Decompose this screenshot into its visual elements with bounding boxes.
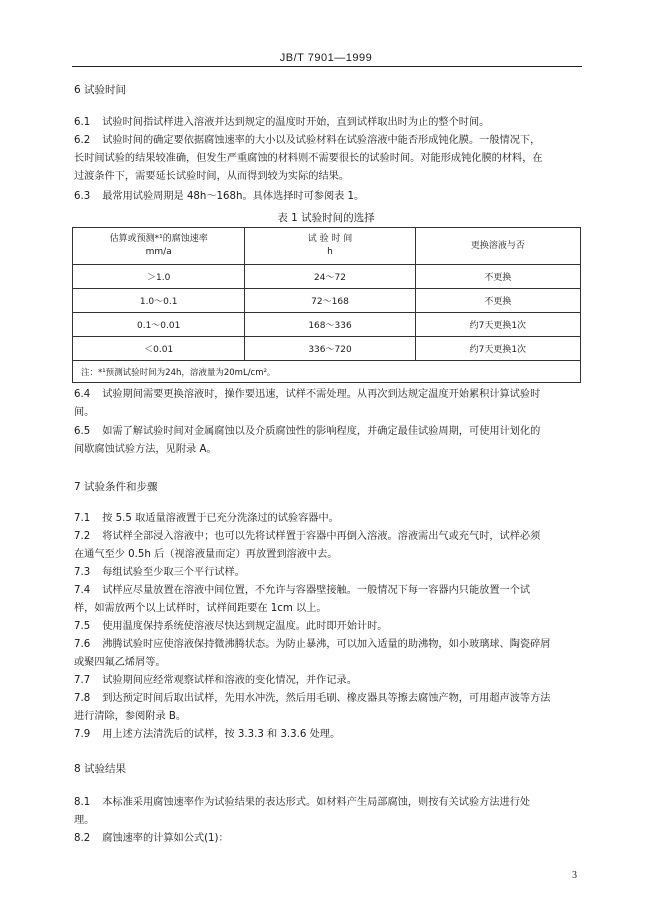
section-7-heading: 7 试验条件和步骤 <box>74 481 158 493</box>
clause-text: 试验时间指试样进入溶液并达到规定的温度时开始，直到试样取出时为止的整个时间。 <box>102 117 490 128</box>
clause-text: 间。 <box>74 407 95 418</box>
clause-6-3 <box>74 188 584 206</box>
column-header-text: 试 验 时 间 <box>307 234 353 244</box>
time-cell: 24～72 <box>245 265 415 289</box>
clause-7-7 <box>74 672 584 690</box>
table-row <box>73 337 581 361</box>
column-header-text: 估算或预测*¹的腐蚀速率 <box>109 234 208 244</box>
clause-7-9 <box>74 726 584 744</box>
clause-7-5 <box>74 618 584 636</box>
clause-number: 7.7 <box>74 675 91 686</box>
header-rule <box>72 66 582 67</box>
table-row <box>73 289 581 313</box>
column-header-unit: h <box>327 247 333 257</box>
clause-text: 沸腾试验时应使溶液保持微沸腾状态。为防止暴沸，可以加入适量的助沸物，如小玻璃球、陶瓷碎屑 <box>102 639 551 650</box>
clause-text: 在通气至少 0.5h 后（视溶液量而定）再放置到溶液中去。 <box>74 549 338 560</box>
clause-number: 6.4 <box>74 389 91 400</box>
clause-text: 到达预定时间后取出试样，先用水冲洗，然后用毛刷、橡皮器具等擦去腐蚀产物，可用超声波等方法 <box>102 693 551 704</box>
rate-cell: ＜0.01 <box>73 337 245 361</box>
section-6-heading: 6 试验时间 <box>74 84 127 96</box>
clause-text: 长时间试验的结果较准确，但发生严重腐蚀的材料则不需要很长的试验时间。对能形成钝化膜的材料，在 <box>74 153 543 164</box>
clause-6-4 <box>74 386 584 422</box>
clause-8-2 <box>74 830 584 848</box>
clause-number: 7.8 <box>74 693 91 704</box>
clause-number: 7.5 <box>74 621 91 632</box>
column-header-time <box>245 228 415 265</box>
clause-number: 6.1 <box>74 117 91 128</box>
clause-number: 7.2 <box>74 531 91 542</box>
clause-text: 每组试验至少取三个平行试样。 <box>102 567 245 578</box>
clause-7-2 <box>74 528 584 564</box>
table-note: 注：*¹预测试验时间为24h，溶液量为20mL/cm²。 <box>73 361 581 383</box>
clause-number: 7.3 <box>74 567 91 578</box>
clause-text: 样，如需放两个以上试样时，试样间距要在 1cm 以上。 <box>74 603 327 614</box>
clause-7-6 <box>74 636 584 672</box>
clause-text: 试验期间需要更换溶液时，操作要迅速，试样不需处理。从再次到达规定温度开始累积计算试验时 <box>102 389 541 400</box>
clause-number: 8.1 <box>74 797 91 808</box>
clause-number: 6.3 <box>74 191 91 202</box>
clause-text: 或聚四氟乙烯屑等。 <box>74 657 166 668</box>
rate-cell: 1.0～0.1 <box>73 289 245 313</box>
table-row <box>73 313 581 337</box>
clause-number: 7.6 <box>74 639 91 650</box>
standard-code-header: JB/T 7901—1999 <box>279 52 373 64</box>
clause-number: 7.4 <box>74 585 91 596</box>
clause-7-8 <box>74 690 584 726</box>
clause-text: 用上述方法清洗后的试样，按 3.3.3 和 3.3.6 处理。 <box>102 729 341 740</box>
clause-number: 7.9 <box>74 729 91 740</box>
clause-text: 使用温度保持系统使溶液尽快达到规定温度。此时即开始计时。 <box>102 621 388 632</box>
clause-text: 如需了解试验时间对金属腐蚀以及介质腐蚀性的影响程度，并确定最佳试验周期，可使用计划化的 <box>102 426 541 437</box>
clause-6-2 <box>74 132 584 186</box>
clause-6-5 <box>74 423 584 459</box>
clause-7-3 <box>74 564 584 582</box>
clause-text: 按 5.5 取适量溶液置于已充分洗涤过的试验容器中。 <box>102 513 339 524</box>
column-header-change: 更换溶液与否 <box>415 228 580 265</box>
clause-number: 7.1 <box>74 513 91 524</box>
clause-text: 本标准采用腐蚀速率作为试验结果的表达形式。如材料产生局部腐蚀，则按有关试验方法进行处 <box>102 797 531 808</box>
change-cell: 不更换 <box>415 289 580 313</box>
clause-text: 最常用试验周期是 48h～168h。具体选择时可参阅表 1。 <box>102 191 365 202</box>
clause-text: 试验时间的确定要依据腐蚀速率的大小以及试验材料在试验溶液中能否形成钝化膜。一般情况下， <box>102 135 541 146</box>
test-time-table <box>72 227 581 383</box>
rate-cell: 0.1～0.01 <box>73 313 245 337</box>
clause-text: 过渡条件下，需要延长试验时间，从而得到较为实际的结果。 <box>74 171 350 182</box>
table-header-row <box>73 228 581 265</box>
clause-text: 进行清除，参阅附录 B。 <box>74 711 187 722</box>
table-note-row <box>73 361 581 383</box>
clause-text: 腐蚀速率的计算如公式(1)： <box>102 833 229 844</box>
section-8-heading: 8 试验结果 <box>74 763 127 775</box>
clause-7-4 <box>74 582 584 618</box>
clause-8-1 <box>74 794 584 830</box>
change-cell: 不更换 <box>415 265 580 289</box>
column-header-unit: mm/a <box>145 247 172 257</box>
rate-cell: ＞1.0 <box>73 265 245 289</box>
time-cell: 72～168 <box>245 289 415 313</box>
clause-text: 将试样全部浸入溶液中；也可以先将试样置于容器中再倒入溶液。溶液需出气或充气时，试样必须 <box>102 531 541 542</box>
clause-7-1 <box>74 510 584 528</box>
table-row <box>73 265 581 289</box>
time-cell: 168～336 <box>245 313 415 337</box>
clause-text: 试验期间应经常观察试样和溶液的变化情况，并作记录。 <box>102 675 357 686</box>
clause-6-1 <box>74 114 584 132</box>
clause-text: 间歇腐蚀试验方法，见附录 A。 <box>74 444 217 455</box>
page-number: 3 <box>572 870 577 881</box>
change-cell: 约7天更换1次 <box>415 337 580 361</box>
time-cell: 336～720 <box>245 337 415 361</box>
clause-text: 理。 <box>74 815 95 826</box>
clause-number: 6.5 <box>74 426 91 437</box>
change-cell: 约7天更换1次 <box>415 313 580 337</box>
clause-text: 试样应尽量放置在溶液中间位置，不允许与容器壁接触。一般情况下每一容器内只能放置一个试 <box>102 585 531 596</box>
clause-number: 8.2 <box>74 833 91 844</box>
table-1-caption: 表 1 试验时间的选择 <box>277 212 375 224</box>
column-header-rate <box>73 228 245 265</box>
clause-number: 6.2 <box>74 135 91 146</box>
